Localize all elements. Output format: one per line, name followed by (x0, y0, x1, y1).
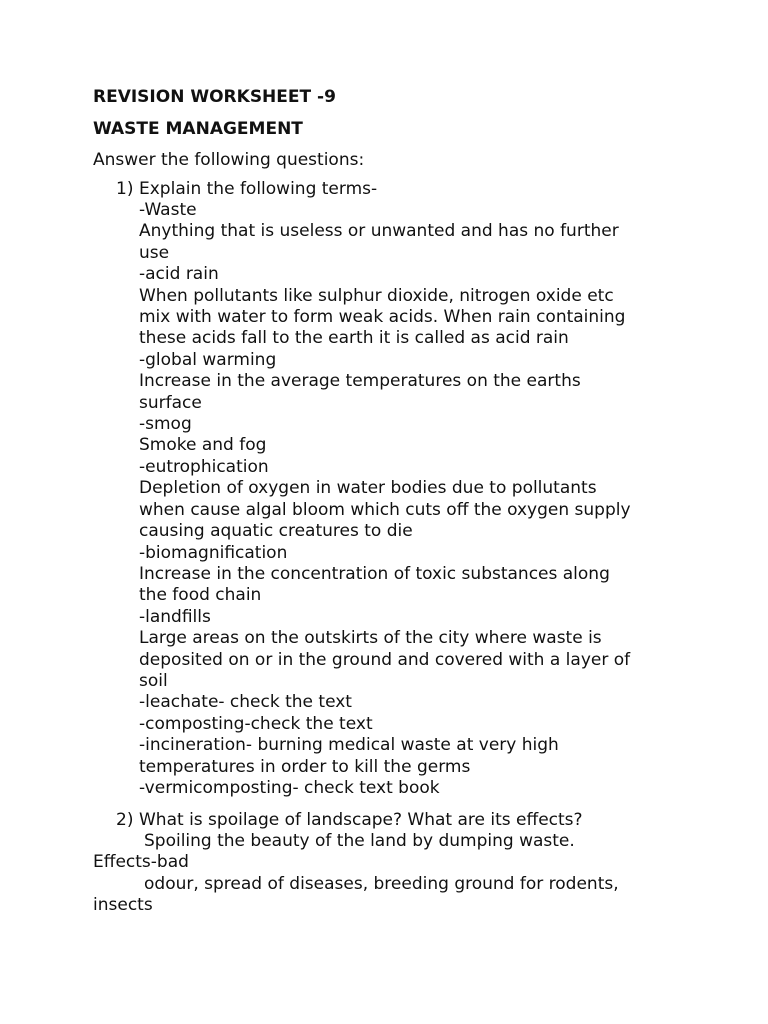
question-1-number: 1) (116, 179, 134, 199)
answer-line: -incineration- burning medical waste at very high (139, 735, 559, 756)
instructions: Answer the following questions: (93, 150, 365, 170)
answer-line: Large areas on the outskirts of the city where waste is (139, 628, 602, 649)
answer-line: Spoiling the beauty of the land by dumping waste. (144, 831, 575, 851)
answer-line: temperatures in order to kill the germs (139, 756, 471, 777)
answer-line: -Waste (139, 200, 197, 220)
question-2-number: 2) (116, 810, 134, 830)
answer-line: deposited on or in the ground and covered with a layer of (139, 649, 631, 670)
answer-line: -eutrophication (139, 456, 269, 477)
answer-line: -acid rain (139, 264, 219, 285)
answer-line: insects (93, 895, 153, 916)
answer-line: -smog (139, 414, 192, 435)
answer-line: -global warming (139, 349, 277, 370)
answer-line: causing aquatic creatures to die (139, 521, 413, 542)
answer-line: -composting-check the text (139, 713, 373, 734)
question-2-answer (93, 831, 733, 917)
answer-line: Increase in the concentration of toxic substances along (139, 563, 610, 584)
question-2-text: What is spoilage of landscape? What are its effects? (139, 810, 583, 830)
answer-line: Effects-bad (93, 852, 189, 873)
answer-line: mix with water to form weak acids. When rain containing (139, 307, 626, 328)
answer-line: -leachate- check the text (139, 692, 352, 713)
question-1-answers (139, 200, 764, 799)
answer-line: When pollutants like sulphur dioxide, nitrogen oxide etc (139, 285, 614, 306)
answer-line: use (139, 242, 170, 263)
answer-line: soil (139, 670, 168, 691)
answer-line: -vermicomposting- check text book (139, 777, 440, 798)
answer-line: Anything that is useless or unwanted and has no further (139, 221, 619, 242)
worksheet-subtitle: WASTE MANAGEMENT (93, 119, 303, 139)
answer-line: Increase in the average temperatures on the earths (139, 371, 581, 392)
answer-line: -biomagnification (139, 542, 288, 563)
answer-line: odour, spread of diseases, breeding ground for rodents, (144, 873, 619, 894)
worksheet-title: REVISION WORKSHEET -9 (93, 87, 336, 107)
answer-line: surface (139, 392, 202, 413)
answer-line: when cause algal bloom which cuts off the oxygen supply (139, 499, 631, 520)
answer-line: these acids fall to the earth it is called as acid rain (139, 328, 569, 349)
answer-line: Smoke and fog (139, 435, 267, 456)
answer-line: Depletion of oxygen in water bodies due to pollutants (139, 478, 597, 499)
answer-line: -landfills (139, 606, 211, 627)
question-1-text: Explain the following terms- (139, 179, 378, 199)
answer-line: the food chain (139, 585, 262, 606)
